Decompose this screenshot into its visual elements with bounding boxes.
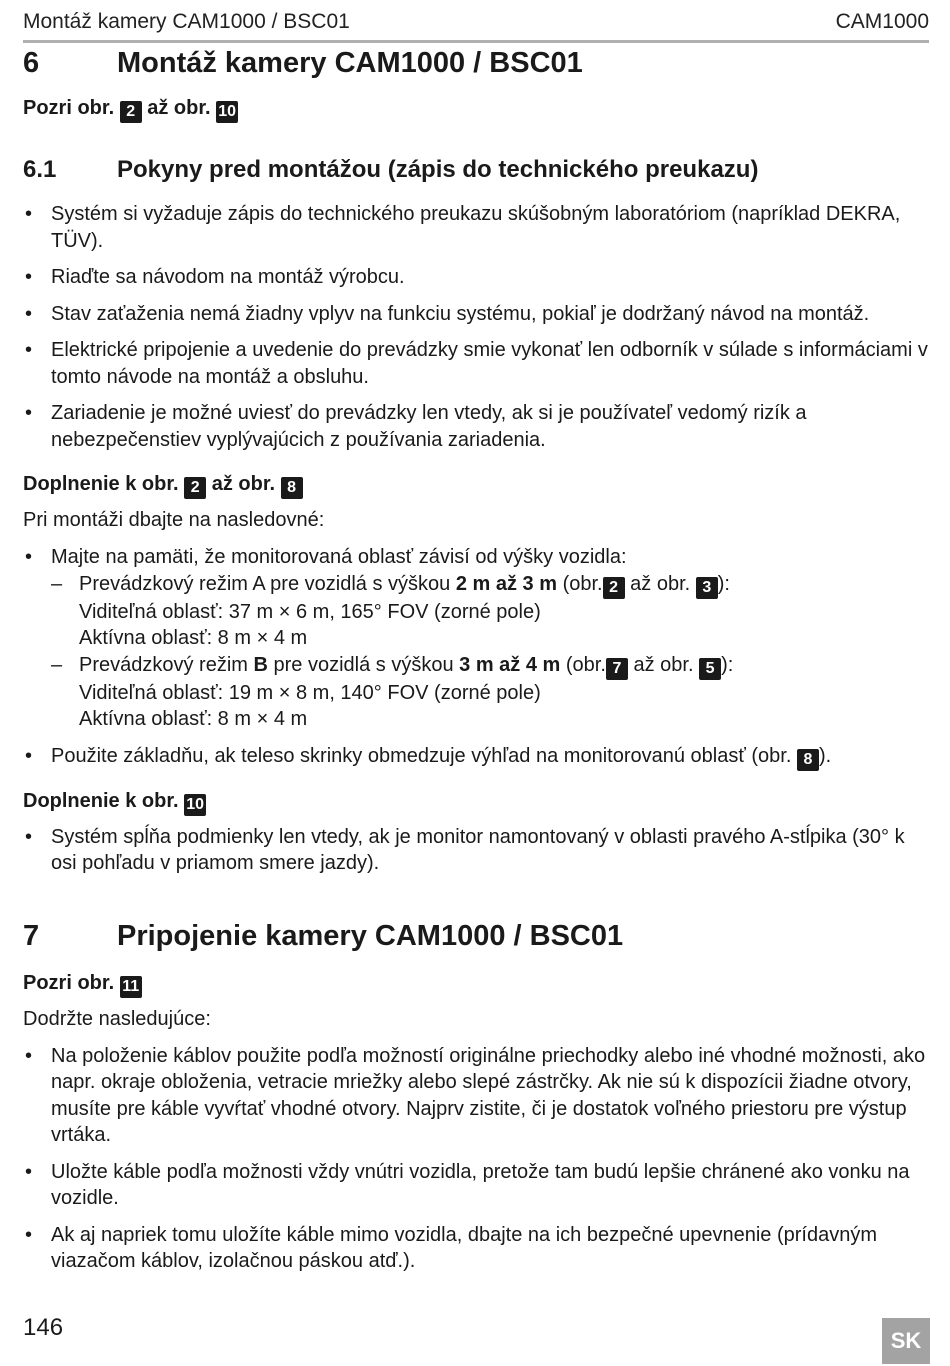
section-number: 6	[23, 47, 40, 79]
active-area: Aktívna oblasť: 8 m × 4 m	[79, 708, 308, 730]
supplement-10-list	[23, 824, 929, 877]
list-item: • Na položenie káblov použite podľa možností originálne priechodky alebo iné vhodné možnosti, ako napr. okraje obloženia, vetracie mriežky alebo slepé zástrčky. Ak nie sú k dispozícii žiadne otvory, musíte pre káble vyvŕtať vhodné otvory. Najprv zistite, či je dostatok voľného priestoru pre výstup vrtáka.	[23, 1043, 929, 1149]
list-item: • Uložte káble podľa možnosti vždy vnútri vozidla, pretože tam budú lepšie chránené ako vonku na vozidle.	[23, 1159, 929, 1212]
list-item: • Ak aj napriek tomu uložíte káble mimo vozidla, dbajte na ich bezpečné upevnenie (prídavným viazačom káblov, izolačnou páskou atď.).	[23, 1222, 929, 1275]
supplement-list	[23, 544, 929, 771]
visible-area: Viditeľná oblasť: 37 m × 6 m, 165° FOV (zorné pole)	[79, 600, 541, 623]
list-item: • Systém si vyžaduje zápis do technického preukazu skúšobným laboratóriom (napríklad DEKRA, TÜV).	[23, 201, 929, 254]
supplement-intro: Pri montáži dbajte na nasledovné:	[23, 509, 325, 531]
list-item: • Majte na pamäti, že monitorovaná oblasť závisí od výšky vozidla: – Prevádzkový režim A pre vozidlá s výškou 2 m až 3 m (obr. 2 až obr. 3 ): Viditeľná oblasť: 37 m × 6 m, 165° FOV (zorné pole) Aktívna oblasť: 8 m × 4 m – Prevádzkový režim B pre vozidlá s výškou 3 m až 4 m (obr. 7 až obr. 5 ): Viditeľná oblasť: 19 m × 8 m, 140° FOV (zorné pole) Aktívna oblasť: 8 m × 4 m	[23, 544, 929, 733]
section-7-intro: Dodržte nasledujúce:	[23, 1007, 211, 1030]
section-title: Pokyny pred montážou (zápis do technického preukazu)	[117, 156, 759, 183]
list-item: • Použite základňu, ak teleso skrinky obmedzuje výhľad na monitorovanú oblasť (obr. 8 ).	[23, 743, 929, 771]
operating-modes-list	[51, 571, 929, 733]
figure-badge: 7	[606, 658, 628, 680]
figure-badge: 3	[696, 577, 718, 599]
list-item: • Riaďte sa návodom na montáž výrobcu.	[23, 264, 929, 291]
section-number: 7	[23, 919, 40, 952]
figure-badge: 10	[216, 101, 238, 123]
figure-badge: 2	[603, 577, 625, 599]
list-item: • Systém spĺňa podmienky len vtedy, ak je monitor namontovaný v oblasti pravého A-stĺpika (30° k osi pohľadu v priamom smere jazdy).	[23, 824, 929, 877]
installation-notes-list	[23, 201, 929, 453]
mode-a-item: – Prevádzkový režim A pre vozidlá s výškou 2 m až 3 m (obr. 2 až obr. 3 ): Viditeľná oblasť: 37 m × 6 m, 165° FOV (zorné pole) Aktívna oblasť: 8 m × 4 m	[51, 571, 929, 652]
language-tab: SK	[882, 1318, 930, 1364]
figure-badge: 8	[797, 749, 819, 771]
figure-reference: Pozri obr. 2 až obr. 10	[23, 94, 929, 123]
visible-area: Viditeľná oblasť: 19 m × 8 m, 140° FOV (zorné pole)	[79, 681, 541, 704]
page-content	[23, 42, 929, 1285]
section-number: 6.1	[23, 156, 57, 183]
section-title: Montáž kamery CAM1000 / BSC01	[117, 47, 583, 79]
page-number: 146	[23, 1314, 64, 1341]
active-area: Aktívna oblasť: 8 m × 4 m	[79, 627, 308, 649]
figure-badge: 10	[184, 794, 206, 816]
header-model: CAM1000	[835, 10, 929, 33]
figure-badge: 5	[699, 658, 721, 680]
figure-reference: Pozri obr. 11	[23, 969, 929, 998]
section-6-heading	[23, 42, 929, 84]
section-6-1-heading	[23, 153, 929, 187]
list-item: • Stav zaťaženia nemá žiadny vplyv na funkciu systému, pokiaľ je dodržaný návod na montáž.	[23, 301, 929, 328]
cable-notes-list	[23, 1043, 929, 1275]
section-7-heading	[23, 915, 929, 957]
supplement-2-8-heading: Doplnenie k obr. 2 až obr. 8	[23, 470, 929, 499]
list-item: • Elektrické pripojenie a uvedenie do prevádzky smie vykonať len odborník v súlade s informáciami v tomto návode na montáž a obsluhu.	[23, 337, 929, 390]
figure-badge: 8	[281, 477, 303, 499]
running-header	[23, 8, 929, 43]
section-title: Pripojenie kamery CAM1000 / BSC01	[117, 919, 624, 952]
figure-badge: 11	[120, 976, 142, 998]
figure-badge: 2	[184, 477, 206, 499]
mode-b-item: – Prevádzkový režim B pre vozidlá s výškou 3 m až 4 m (obr. 7 až obr. 5 ): Viditeľná oblasť: 19 m × 8 m, 140° FOV (zorné pole) Aktívna oblasť: 8 m × 4 m	[51, 652, 929, 733]
figure-badge: 2	[120, 101, 142, 123]
supplement-10-heading: Doplnenie k obr. 10	[23, 787, 929, 816]
header-title: Montáž kamery CAM1000 / BSC01	[23, 10, 350, 33]
list-item: • Zariadenie je možné uviesť do prevádzky len vtedy, ak si je používateľ vedomý rizík a nebezpečenstiev vyplývajúcich z používania zariadenia.	[23, 400, 929, 453]
